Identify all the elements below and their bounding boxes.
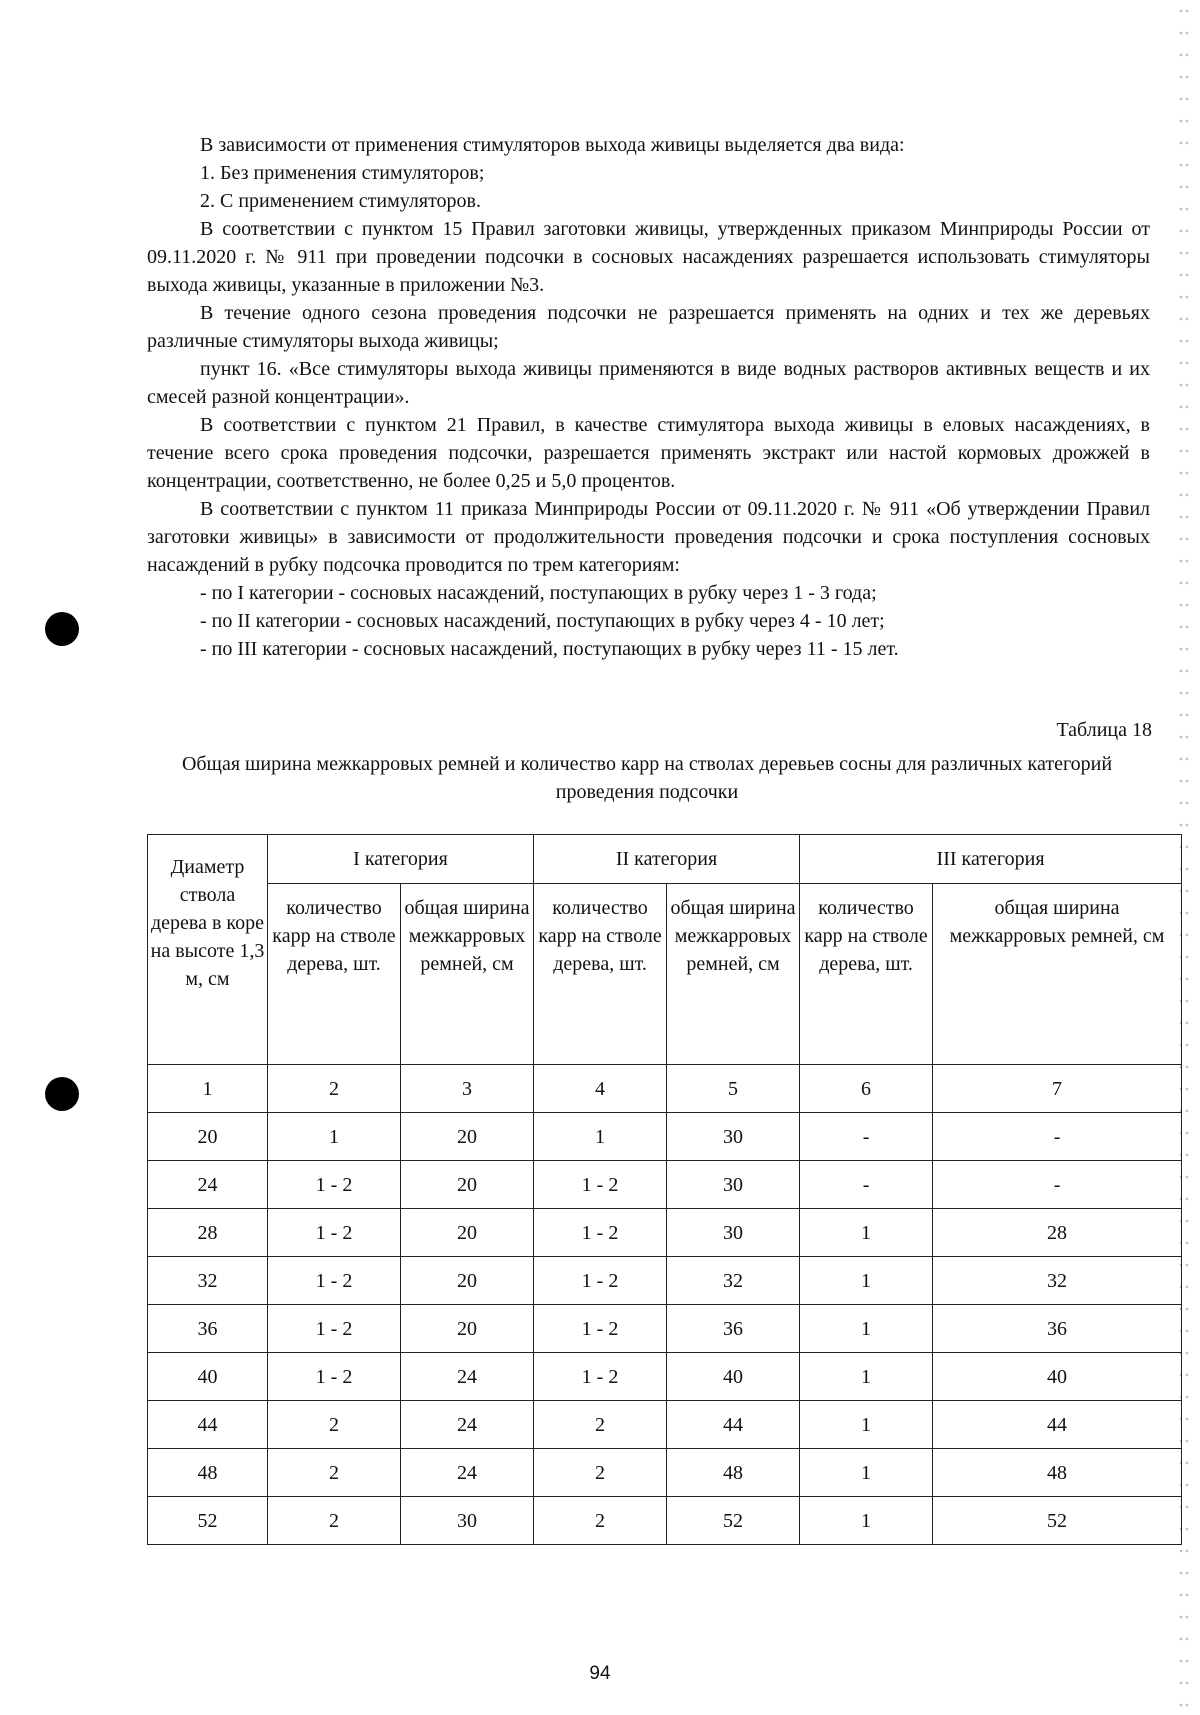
table-cell: 1 - 2	[534, 1305, 667, 1353]
table-cell: 48	[667, 1449, 800, 1497]
paragraph: В зависимости от применения стимуляторов выхода живицы выделяется два вида:	[200, 134, 905, 156]
punch-hole	[45, 1077, 79, 1111]
table-cell: 52	[148, 1497, 268, 1545]
table-cell: 1	[268, 1113, 401, 1161]
table-cell: 2	[268, 1449, 401, 1497]
table-cell: 2	[268, 1401, 401, 1449]
column-number: 4	[534, 1065, 667, 1113]
table-cell: -	[800, 1113, 933, 1161]
table-row	[148, 1113, 1182, 1161]
table-cell: 30	[667, 1113, 800, 1161]
table-row	[148, 1161, 1182, 1209]
table-cell: 36	[933, 1305, 1182, 1353]
table-cell: 44	[148, 1401, 268, 1449]
table-cell: 1	[800, 1305, 933, 1353]
width-header: общая ширина межкарровых ремней, см	[401, 884, 534, 1065]
table-cell: 1	[800, 1209, 933, 1257]
list-item: - по I категории - сосновых насаждений, поступающих в рубку через 1 - 3 года;	[200, 582, 877, 604]
list-item: 1. Без применения стимуляторов;	[200, 162, 485, 184]
table-cell: 30	[667, 1209, 800, 1257]
column-number: 2	[268, 1065, 401, 1113]
table-cell: 44	[667, 1401, 800, 1449]
table-cell: 1	[800, 1497, 933, 1545]
table-row	[148, 1353, 1182, 1401]
table-title: Общая ширина межкарровых ремней и количество карр на стволах деревьев сосны для различных категорий проведения подсочки	[181, 753, 1113, 803]
table-cell: -	[800, 1161, 933, 1209]
table-cell: 24	[401, 1353, 534, 1401]
paragraph: В течение одного сезона проведения подсочки не разрешается применять на одних и тех же деревьях различные стимуляторы выхода живицы;	[147, 302, 1150, 352]
list-item: - по II категории - сосновых насаждений, поступающих в рубку через 4 - 10 лет;	[200, 610, 885, 632]
table-cell: -	[933, 1161, 1182, 1209]
count-header: количество карр на стволе дерева, шт.	[534, 884, 667, 1065]
table-cell: 1 - 2	[534, 1161, 667, 1209]
list-item: - по III категории - сосновых насаждений, поступающих в рубку через 11 - 15 лет.	[200, 638, 899, 660]
data-table	[147, 834, 1182, 1545]
width-header: общая ширина межкарровых ремней, см	[667, 884, 800, 1065]
width-header: общая ширина межкарровых ремней, см	[933, 884, 1182, 1065]
column-number: 6	[800, 1065, 933, 1113]
table-cell: 1	[534, 1113, 667, 1161]
table-cell: 32	[667, 1257, 800, 1305]
table-cell: 20	[401, 1305, 534, 1353]
table-cell: 30	[401, 1497, 534, 1545]
table-row	[148, 1497, 1182, 1545]
table-cell: 32	[148, 1257, 268, 1305]
table-cell: 1	[800, 1257, 933, 1305]
table-cell: 1 - 2	[268, 1161, 401, 1209]
table-cell: 32	[933, 1257, 1182, 1305]
table-row	[148, 1401, 1182, 1449]
table-cell: 44	[933, 1401, 1182, 1449]
table-cell: 1 - 2	[534, 1257, 667, 1305]
table-cell: 36	[148, 1305, 268, 1353]
paragraph: В соответствии с пунктом 15 Правил заготовки живицы, утвержденных приказом Минприроды России от 09.11.2020 г. № 911 при проведении подсочки в сосновых насаждениях разрешается использовать стимуляторы выхода живицы, указанные в приложении №3.	[147, 218, 1150, 296]
table-cell: 48	[148, 1449, 268, 1497]
punch-hole	[45, 612, 79, 646]
table-cell: -	[933, 1113, 1182, 1161]
paragraph: В соответствии с пунктом 21 Правил, в качестве стимулятора выхода живицы в еловых насаждениях, в течение всего срока проведения подсочки, разрешается применять экстракт или настой кормовых дрожжей в концентрации, соответственно, не более 0,25 и 5,0 процентов.	[147, 414, 1150, 492]
table-cell: 1	[800, 1401, 933, 1449]
list-item: 2. С применением стимуляторов.	[200, 190, 481, 212]
table-row	[148, 1209, 1182, 1257]
table-cell: 20	[148, 1113, 268, 1161]
table-cell: 40	[667, 1353, 800, 1401]
table-cell: 28	[933, 1209, 1182, 1257]
table-cell: 52	[667, 1497, 800, 1545]
table-cell: 1 - 2	[534, 1209, 667, 1257]
table-number: Таблица 18	[1056, 719, 1152, 741]
page-number: 94	[589, 1663, 611, 1684]
table-cell: 20	[401, 1257, 534, 1305]
table-cell: 30	[667, 1161, 800, 1209]
table-cell: 2	[268, 1497, 401, 1545]
paragraph: пункт 16. «Все стимуляторы выхода живицы применяются в виде водных растворов активных веществ и их смесей разной концентрации».	[147, 358, 1150, 408]
table-cell: 48	[933, 1449, 1182, 1497]
diameter-header: Диаметр ствола дерева в коре на высоте 1,3 м, см	[148, 835, 268, 1065]
table-cell: 1	[800, 1353, 933, 1401]
table-cell: 52	[933, 1497, 1182, 1545]
column-number: 1	[148, 1065, 268, 1113]
column-number: 3	[401, 1065, 534, 1113]
table-cell: 1 - 2	[268, 1209, 401, 1257]
table-cell: 1 - 2	[268, 1353, 401, 1401]
table-cell: 20	[401, 1209, 534, 1257]
table-cell: 36	[667, 1305, 800, 1353]
table-cell: 28	[148, 1209, 268, 1257]
table-cell: 40	[933, 1353, 1182, 1401]
column-number-row	[148, 1065, 1182, 1113]
category-3-header: III категория	[800, 835, 1182, 884]
table-row	[148, 1257, 1182, 1305]
paragraph: В соответствии с пунктом 11 приказа Минприроды России от 09.11.2020 г. № 911 «Об утверждении Правил заготовки живицы» в зависимости от продолжительности проведения подсочки и срока поступления сосновых насаждений в рубку подсочка проводится по трем категориям:	[147, 498, 1150, 576]
table-cell: 24	[401, 1401, 534, 1449]
table-row	[148, 1305, 1182, 1353]
table-cell: 20	[401, 1113, 534, 1161]
table-cell: 2	[534, 1449, 667, 1497]
table-cell: 2	[534, 1497, 667, 1545]
category-1-header: I категория	[268, 835, 534, 884]
column-number: 5	[667, 1065, 800, 1113]
column-number: 7	[933, 1065, 1182, 1113]
table-cell: 1 - 2	[268, 1257, 401, 1305]
table-row	[148, 1449, 1182, 1497]
count-header: количество карр на стволе дерева, шт.	[268, 884, 401, 1065]
table-cell: 40	[148, 1353, 268, 1401]
count-header: количество карр на стволе дерева, шт.	[800, 884, 933, 1065]
table-cell: 2	[534, 1401, 667, 1449]
body-text	[147, 131, 1150, 663]
table-cell: 1 - 2	[268, 1305, 401, 1353]
category-2-header: II категория	[534, 835, 800, 884]
table-cell: 1 - 2	[534, 1353, 667, 1401]
table-cell: 20	[401, 1161, 534, 1209]
table-cell: 24	[148, 1161, 268, 1209]
table-cell: 1	[800, 1449, 933, 1497]
table-cell: 24	[401, 1449, 534, 1497]
